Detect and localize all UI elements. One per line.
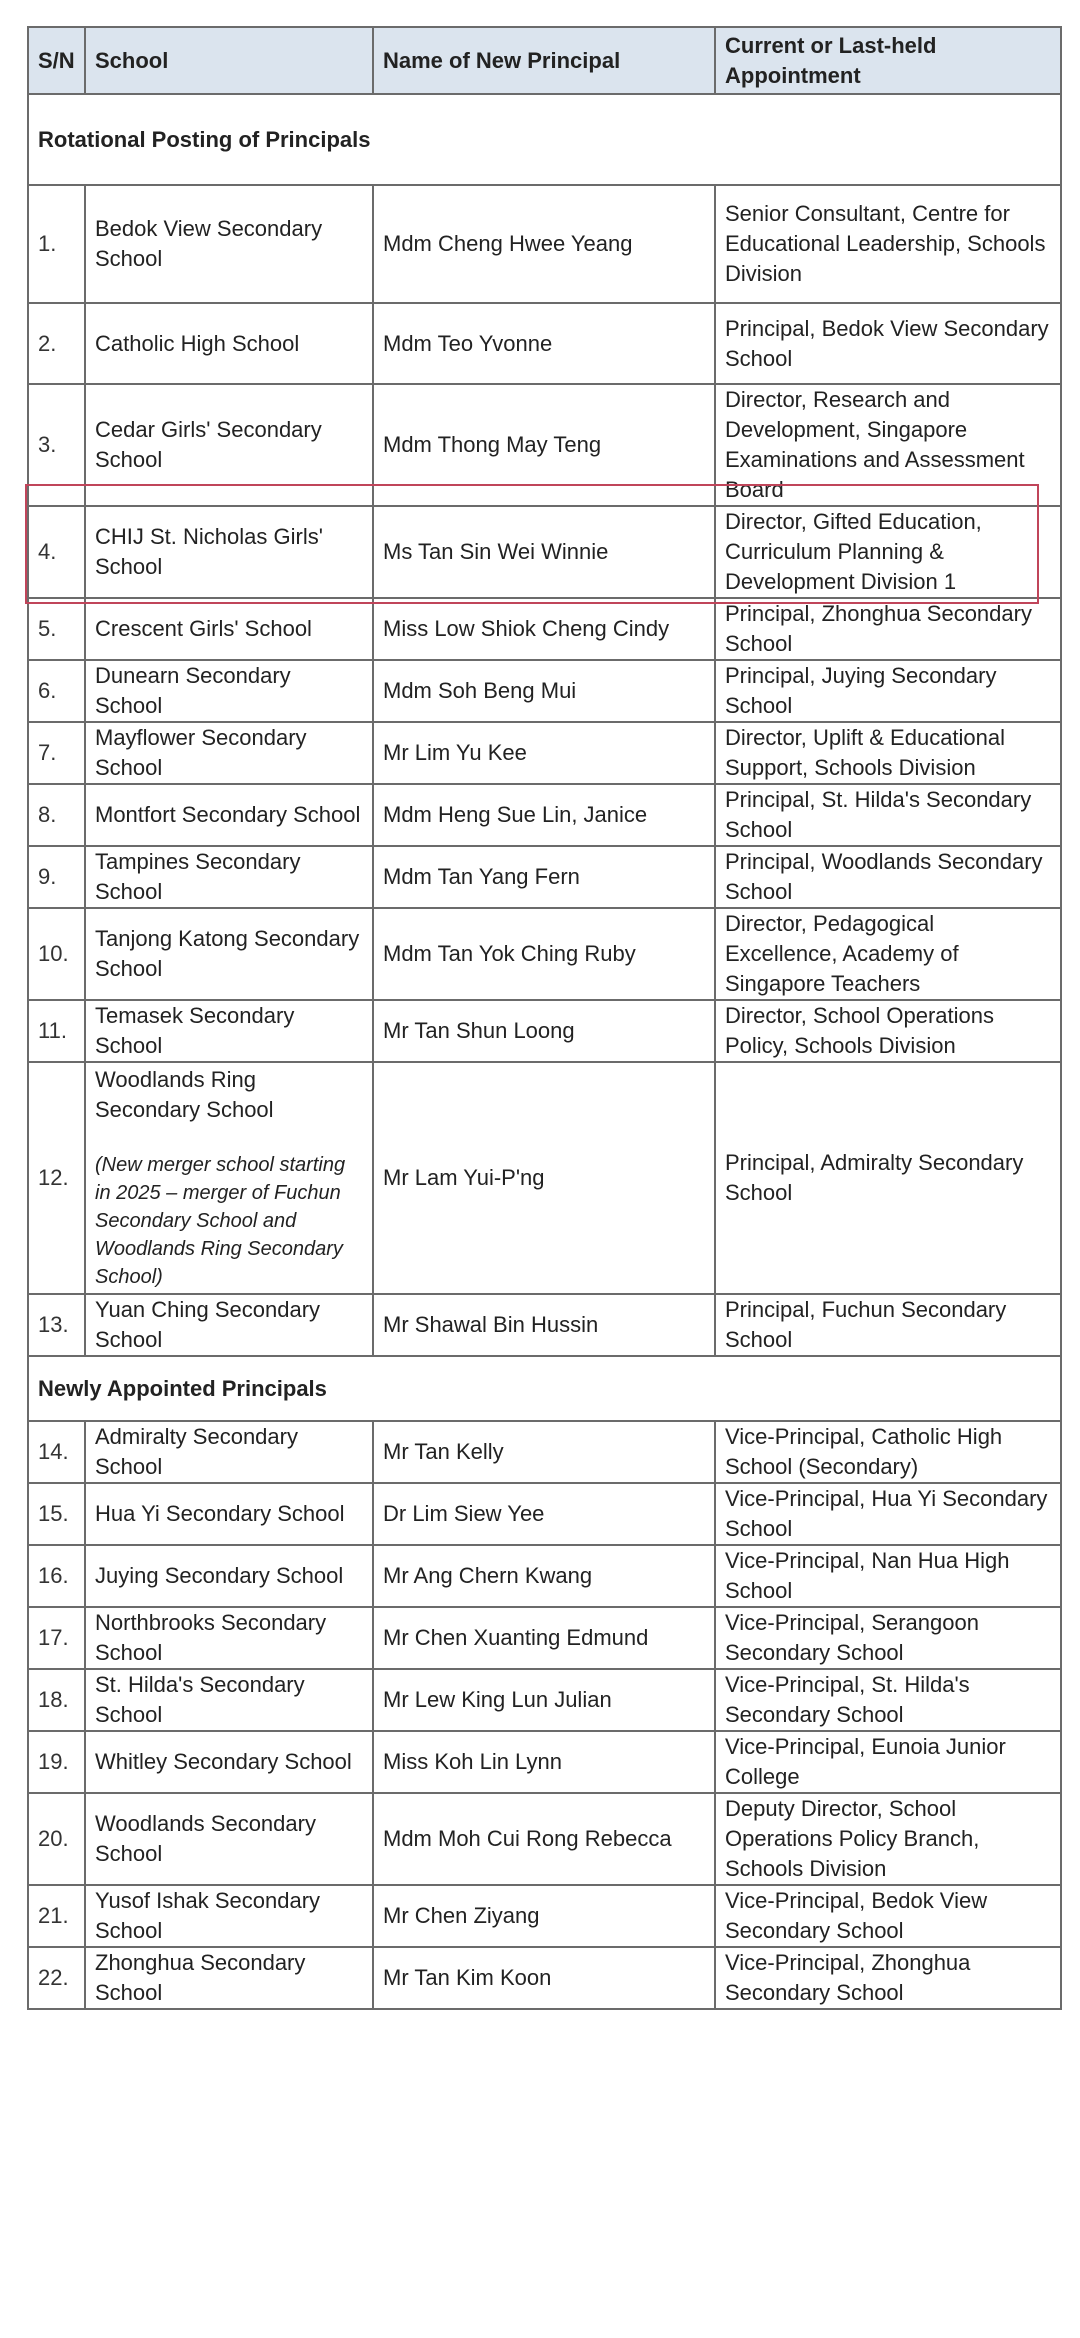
cell-sn: 10. bbox=[28, 908, 85, 1000]
header-appointment: Current or Last-held Appointment bbox=[715, 27, 1061, 94]
cell-principal-name: Mr Ang Chern Kwang bbox=[373, 1545, 715, 1607]
cell-school bbox=[85, 908, 373, 1000]
table-row bbox=[28, 1421, 1061, 1483]
header-row bbox=[28, 27, 1061, 94]
cell-school bbox=[85, 1947, 373, 2009]
school-name: Yusof Ishak Secondary School bbox=[95, 1888, 321, 1943]
cell-school bbox=[85, 1483, 373, 1545]
cell-principal-name: Mdm Moh Cui Rong Rebecca bbox=[373, 1793, 715, 1885]
cell-principal-name: Mr Lim Yu Kee bbox=[373, 722, 715, 784]
cell-school bbox=[85, 598, 373, 660]
cell-school bbox=[85, 722, 373, 784]
cell-appointment: Vice-Principal, St. Hilda's Secondary School bbox=[715, 1669, 1061, 1731]
table-row bbox=[28, 1607, 1061, 1669]
table-row bbox=[28, 1947, 1061, 2009]
cell-sn: 16. bbox=[28, 1545, 85, 1607]
cell-sn: 6. bbox=[28, 660, 85, 722]
school-name: Mayflower Secondary School bbox=[95, 725, 307, 780]
cell-appointment: Senior Consultant, Centre for Educational Leadership, Schools Division bbox=[715, 185, 1061, 303]
table-row bbox=[28, 185, 1061, 303]
school-name: CHIJ St. Nicholas Girls' School bbox=[95, 524, 323, 579]
school-name: Woodlands Ring Secondary School bbox=[95, 1067, 274, 1122]
cell-sn: 2. bbox=[28, 303, 85, 384]
cell-appointment: Deputy Director, School Operations Policy Branch, Schools Division bbox=[715, 1793, 1061, 1885]
cell-principal-name: Mr Tan Kelly bbox=[373, 1421, 715, 1483]
table-body bbox=[28, 94, 1061, 2009]
cell-appointment: Vice-Principal, Catholic High School (Secondary) bbox=[715, 1421, 1061, 1483]
table-row bbox=[28, 784, 1061, 846]
school-name: Bedok View Secondary School bbox=[95, 216, 323, 271]
cell-school bbox=[85, 185, 373, 303]
cell-school bbox=[85, 1607, 373, 1669]
cell-principal-name: Mr Chen Xuanting Edmund bbox=[373, 1607, 715, 1669]
cell-school bbox=[85, 1294, 373, 1356]
cell-principal-name: Mr Tan Shun Loong bbox=[373, 1000, 715, 1062]
cell-principal-name: Mr Tan Kim Koon bbox=[373, 1947, 715, 2009]
cell-school bbox=[85, 660, 373, 722]
table-row bbox=[28, 1062, 1061, 1294]
cell-school bbox=[85, 1885, 373, 1947]
cell-appointment: Vice-Principal, Bedok View Secondary School bbox=[715, 1885, 1061, 1947]
school-name: Northbrooks Secondary School bbox=[95, 1610, 327, 1665]
cell-sn: 3. bbox=[28, 384, 85, 506]
school-name: Woodlands Secondary School bbox=[95, 1811, 316, 1866]
cell-school bbox=[85, 1793, 373, 1885]
cell-principal-name: Mdm Soh Beng Mui bbox=[373, 660, 715, 722]
table-row bbox=[28, 598, 1061, 660]
cell-appointment: Director, Pedagogical Excellence, Academy of Singapore Teachers bbox=[715, 908, 1061, 1000]
school-name: Admiralty Secondary School bbox=[95, 1424, 298, 1479]
school-name: Zhonghua Secondary School bbox=[95, 1950, 306, 2005]
table-row bbox=[28, 1669, 1061, 1731]
cell-appointment: Director, Uplift & Educational Support, Schools Division bbox=[715, 722, 1061, 784]
school-name: Catholic High School bbox=[95, 330, 300, 356]
cell-principal-name: Mdm Tan Yok Ching Ruby bbox=[373, 908, 715, 1000]
header-name: Name of New Principal bbox=[373, 27, 715, 94]
cell-principal-name: Miss Low Shiok Cheng Cindy bbox=[373, 598, 715, 660]
table-row bbox=[28, 1294, 1061, 1356]
school-name: Yuan Ching Secondary School bbox=[95, 1297, 321, 1352]
header-sn: S/N bbox=[28, 27, 85, 94]
cell-appointment: Principal, Woodlands Secondary School bbox=[715, 846, 1061, 908]
cell-principal-name: Mdm Cheng Hwee Yeang bbox=[373, 185, 715, 303]
school-name: St. Hilda's Secondary School bbox=[95, 1672, 305, 1727]
cell-sn: 12. bbox=[28, 1062, 85, 1294]
cell-principal-name: Mr Lam Yui-P'ng bbox=[373, 1062, 715, 1294]
table-row bbox=[28, 846, 1061, 908]
school-name: Tanjong Katong Secondary School bbox=[95, 926, 360, 981]
cell-sn: 13. bbox=[28, 1294, 85, 1356]
cell-appointment: Vice-Principal, Serangoon Secondary School bbox=[715, 1607, 1061, 1669]
cell-school bbox=[85, 303, 373, 384]
cell-sn: 21. bbox=[28, 1885, 85, 1947]
school-name: Juying Secondary School bbox=[95, 1563, 344, 1588]
cell-sn: 18. bbox=[28, 1669, 85, 1731]
school-name: Montfort Secondary School bbox=[95, 802, 361, 827]
cell-principal-name: Mr Chen Ziyang bbox=[373, 1885, 715, 1947]
table-row bbox=[28, 722, 1061, 784]
cell-sn: 8. bbox=[28, 784, 85, 846]
cell-appointment: Director, Research and Development, Singapore Examinations and Assessment Board bbox=[715, 384, 1061, 506]
cell-sn: 4. bbox=[28, 506, 85, 598]
cell-sn: 5. bbox=[28, 598, 85, 660]
cell-appointment: Principal, Admiralty Secondary School bbox=[715, 1062, 1061, 1294]
cell-principal-name: Mdm Teo Yvonne bbox=[373, 303, 715, 384]
cell-principal-name: Mr Shawal Bin Hussin bbox=[373, 1294, 715, 1356]
cell-school bbox=[85, 1545, 373, 1607]
school-name: Tampines Secondary School bbox=[95, 849, 301, 904]
table-row bbox=[28, 1545, 1061, 1607]
cell-principal-name: Mdm Tan Yang Fern bbox=[373, 846, 715, 908]
cell-appointment: Vice-Principal, Hua Yi Secondary School bbox=[715, 1483, 1061, 1545]
table-row bbox=[28, 1000, 1061, 1062]
header-school: School bbox=[85, 27, 373, 94]
section-row bbox=[28, 94, 1061, 185]
cell-sn: 11. bbox=[28, 1000, 85, 1062]
cell-school bbox=[85, 1669, 373, 1731]
cell-principal-name: Miss Koh Lin Lynn bbox=[373, 1731, 715, 1793]
school-name: Crescent Girls' School bbox=[95, 616, 312, 641]
cell-sn: 9. bbox=[28, 846, 85, 908]
cell-principal-name: Mdm Thong May Teng bbox=[373, 384, 715, 506]
cell-principal-name: Dr Lim Siew Yee bbox=[373, 1483, 715, 1545]
cell-sn: 14. bbox=[28, 1421, 85, 1483]
cell-school bbox=[85, 506, 373, 598]
table-row bbox=[28, 1731, 1061, 1793]
principals-table bbox=[27, 26, 1062, 2010]
cell-appointment: Vice-Principal, Zhonghua Secondary School bbox=[715, 1947, 1061, 2009]
section-row bbox=[28, 1356, 1061, 1421]
cell-appointment: Principal, Zhonghua Secondary School bbox=[715, 598, 1061, 660]
table-row bbox=[28, 1793, 1061, 1885]
cell-sn: 22. bbox=[28, 1947, 85, 2009]
cell-appointment: Principal, St. Hilda's Secondary School bbox=[715, 784, 1061, 846]
school-name: Hua Yi Secondary School bbox=[95, 1501, 345, 1526]
cell-sn: 15. bbox=[28, 1483, 85, 1545]
school-name: Whitley Secondary School bbox=[95, 1749, 352, 1774]
school-name: Temasek Secondary School bbox=[95, 1003, 295, 1058]
cell-school bbox=[85, 1062, 373, 1294]
cell-appointment: Director, Gifted Education, Curriculum Planning & Development Division 1 bbox=[715, 506, 1061, 598]
cell-school bbox=[85, 784, 373, 846]
table-row bbox=[28, 1483, 1061, 1545]
cell-appointment: Vice-Principal, Nan Hua High School bbox=[715, 1545, 1061, 1607]
cell-appointment: Vice-Principal, Eunoia Junior College bbox=[715, 1731, 1061, 1793]
cell-sn: 19. bbox=[28, 1731, 85, 1793]
cell-appointment: Director, School Operations Policy, Schools Division bbox=[715, 1000, 1061, 1062]
school-note: (New merger school starting in 2025 – merger of Fuchun Secondary School and Woodlands Ring Secondary School) bbox=[95, 1154, 346, 1288]
table-row bbox=[28, 384, 1061, 506]
school-name: Cedar Girls' Secondary School bbox=[95, 417, 322, 472]
section-title: Newly Appointed Principals bbox=[28, 1356, 1061, 1421]
cell-school bbox=[85, 1731, 373, 1793]
school-name: Dunearn Secondary School bbox=[95, 663, 291, 718]
cell-principal-name: Mdm Heng Sue Lin, Janice bbox=[373, 784, 715, 846]
cell-sn: 17. bbox=[28, 1607, 85, 1669]
cell-school bbox=[85, 1000, 373, 1062]
cell-principal-name: Mr Lew King Lun Julian bbox=[373, 1669, 715, 1731]
section-title: Rotational Posting of Principals bbox=[28, 94, 1061, 185]
cell-school bbox=[85, 1421, 373, 1483]
table-row bbox=[28, 908, 1061, 1000]
cell-principal-name: Ms Tan Sin Wei Winnie bbox=[373, 506, 715, 598]
cell-sn: 1. bbox=[28, 185, 85, 303]
table-row bbox=[28, 660, 1061, 722]
cell-school bbox=[85, 846, 373, 908]
table-row bbox=[28, 303, 1061, 384]
cell-sn: 20. bbox=[28, 1793, 85, 1885]
table-row bbox=[28, 1885, 1061, 1947]
table-row bbox=[28, 506, 1061, 598]
cell-school bbox=[85, 384, 373, 506]
cell-sn: 7. bbox=[28, 722, 85, 784]
cell-appointment: Principal, Fuchun Secondary School bbox=[715, 1294, 1061, 1356]
cell-appointment: Principal, Juying Secondary School bbox=[715, 660, 1061, 722]
cell-appointment: Principal, Bedok View Secondary School bbox=[715, 303, 1061, 384]
